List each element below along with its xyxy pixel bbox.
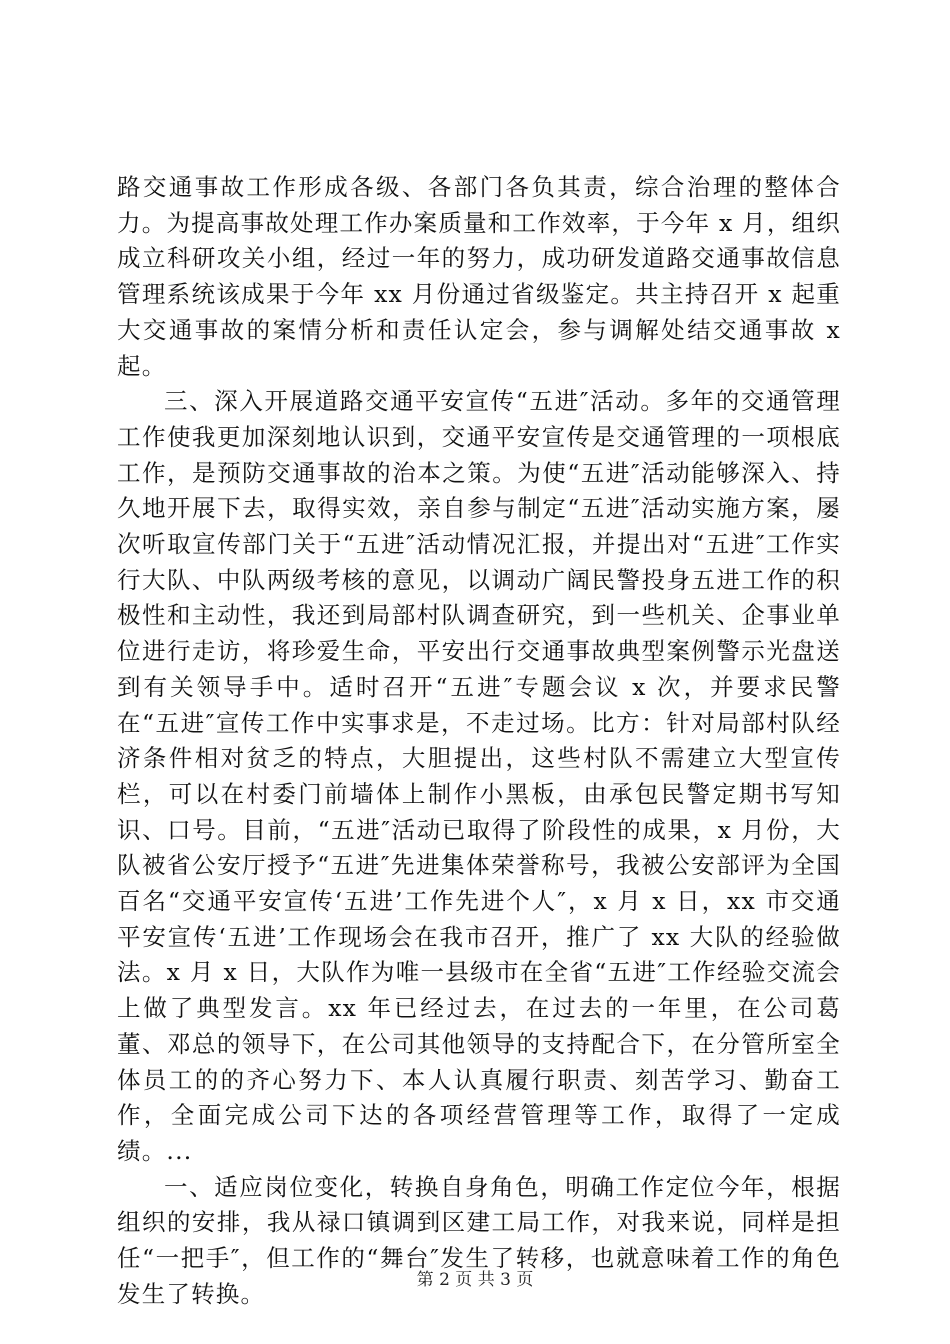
document-body — [117, 170, 841, 1313]
page-footer: 第 2 页 共 3 页 — [416, 1270, 534, 1290]
paragraph-safety-publicity: 三、深入开展道路交通平安宣传“五进″活动。多年的交通管理工作使我更加深刻地认识到，交通平安宣传是交通管理的一项根底工作，是预防交通事故的治本之策。为使“五进″活动能够深入、持久地开展下去，取得实效，亲自参与制定“五进″活动实施方案，屡次听取宣传部门关于“五进″活动情况汇报，并提出对“五进″工作实行大队、中队两级考核的意见，以调动广阔民警投身五进工作的积极性和主动性，我还到局部村队调查研究，到一些机关、企事业单位进行走访，将珍爱生命，平安出行交通事故典型案例警示光盘送到有关领导手中。适时召开“五进″专题会议 x 次，并要求民警在“五进″宣传工作中实事求是，不走过场。比方：针对局部村队经济条件相对贫乏的特点，大胆提出，这些村队不需建立大型宣传栏，可以在村委门前墙体上制作小黑板，由承包民警定期书写知识、口号。目前，“五进″活动已取得了阶段性的成果，x 月份，大队被省公安厅授予“五进″先进集体荣誉称号，我被公安部评为全国百名“交通平安宣传‘五进’工作先进个人″，x 月 x 日，xx 市交通平安宣传‘五进’工作现场会在我市召开，推广了 xx 大队的经验做法。x 月 x 日，大队作为唯一县级市在全省“五进″工作经验交流会上做了典型发言。xx 年已经过去，在过去的一年里，在公司葛董、邓总的领导下，在公司其他领导的支持配合下，在分管所室全体员工的的齐心努力下、本人认真履行职责、刻苦学习、勤奋工作，全面完成公司下达的各项经营管理等工作，取得了一定成绩。... — [117, 387, 841, 1165]
paragraph-accident-handling: 路交通事故工作形成各级、各部门各负其责，综合治理的整体合力。为提高事故处理工作办案质量和工作效率，于今年 x 月，组织成立科研攻关小组，经过一年的努力，成功研发道路交通事故信息管理系统该成果于今年 xx 月份通过省级鉴定。共主持召开 x 起重大交通事故的案情分析和责任认定会，参与调解处结交通事故 x 起。 — [117, 173, 841, 380]
paragraph-role-change: 一、适应岗位变化，转换自身角色，明确工作定位今年，根据组织的安排，我从禄口镇调到区建工局工作，对我来说，同样是担任“一把手″，但工作的“舞台″发生了转移，也就意味着工作的角色发生了转换。 — [117, 1172, 841, 1308]
